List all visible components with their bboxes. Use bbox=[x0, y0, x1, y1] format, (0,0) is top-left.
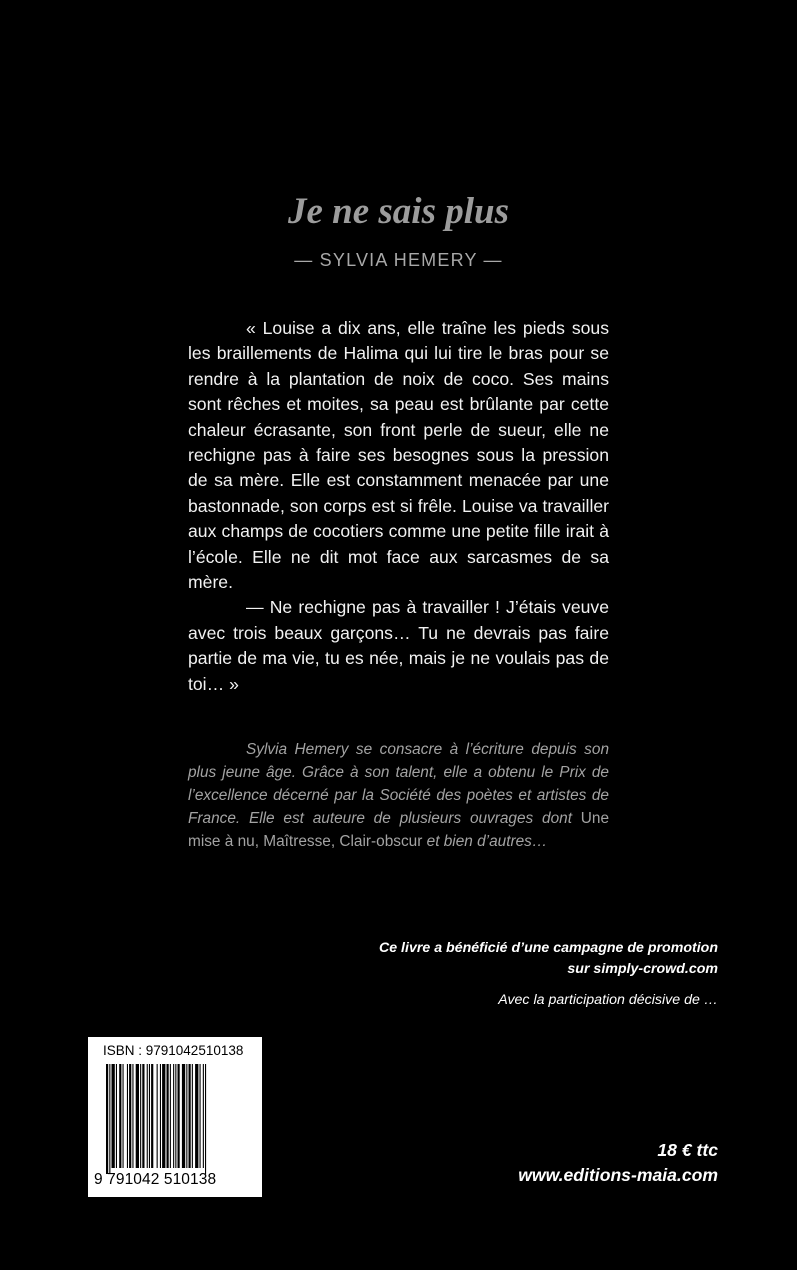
barcode-bar bbox=[195, 1064, 198, 1168]
publisher-website: www.editions-maia.com bbox=[518, 1165, 718, 1185]
barcode-bar bbox=[129, 1064, 131, 1168]
barcode-bar bbox=[112, 1064, 115, 1168]
barcode-bar bbox=[151, 1064, 153, 1168]
barcode-bar bbox=[142, 1064, 144, 1168]
bio-text: Sylvia Hemery se consacre à l’écriture depuis son plus jeune âge. Grâce à son talent, elle a obtenu le Prix de l’excellence décerné par la Société des poètes et artistes de France. Elle est auteure de plusieurs ouvrages dont bbox=[188, 741, 609, 827]
barcode-bar bbox=[189, 1064, 191, 1168]
barcode-bar bbox=[167, 1064, 169, 1168]
barcode-bar bbox=[119, 1064, 121, 1168]
barcode-bar bbox=[116, 1064, 117, 1168]
barcode-bar bbox=[170, 1064, 171, 1168]
barcode-bar bbox=[182, 1064, 185, 1168]
barcode-bar bbox=[162, 1064, 165, 1168]
bio-text-end: et bien d’autres… bbox=[422, 833, 548, 850]
author-bio-paragraph bbox=[188, 738, 609, 853]
isbn-barcode bbox=[88, 1037, 262, 1197]
barcode-bar bbox=[175, 1064, 176, 1168]
barcode-bar bbox=[147, 1064, 148, 1168]
bio-book-titles: Une mise à nu, Maîtresse, Clair-obscur bbox=[188, 810, 609, 850]
barcode-bar bbox=[178, 1064, 180, 1168]
barcode-bar bbox=[200, 1064, 201, 1168]
back-cover-blurb bbox=[188, 316, 609, 697]
participation-note: Avec la participation décisive de … bbox=[498, 992, 718, 1008]
author-name: — SYLVIA HEMERY — bbox=[294, 250, 503, 270]
barcode-digits: 9 791042 510138 bbox=[94, 1171, 217, 1188]
barcode-bar bbox=[127, 1064, 128, 1168]
barcode-bar bbox=[157, 1064, 158, 1168]
barcode-bar bbox=[186, 1064, 187, 1168]
barcode-bar bbox=[160, 1064, 161, 1168]
barcode-bar bbox=[205, 1064, 206, 1174]
barcode-bar bbox=[192, 1064, 193, 1168]
blurb-paragraph: « Louise a dix ans, elle traîne les pieds sous les braillements de Halima qui lui tire le bras pour se rendre à la plantation de noix de coco. Ses mains sont rêches et moites, sa peau est brûlante par cette chaleur écrasante, son front perle de sueur, elle ne rechigne pas à faire ses besognes sous la pression de sa mère. Elle est constamment menacée par une bastonnade, son corps est si frêle. Louise va travailler aux champs de cocotiers comme une petite fille irait à l’école. Elle ne dit mot face aux sarcasmes de sa mère. bbox=[188, 318, 609, 593]
barcode-bar bbox=[132, 1064, 133, 1168]
barcode-bar bbox=[173, 1064, 174, 1168]
author-bio bbox=[188, 738, 609, 853]
barcode-bar bbox=[140, 1064, 141, 1168]
promotion-site: sur simply-crowd.com bbox=[567, 961, 718, 977]
barcode-bar bbox=[123, 1064, 124, 1168]
barcode-bar bbox=[203, 1064, 204, 1168]
barcode-bar bbox=[106, 1064, 108, 1174]
barcode-bar bbox=[149, 1064, 150, 1168]
barcode-bar bbox=[109, 1064, 110, 1174]
isbn-label: ISBN : 9791042510138 bbox=[103, 1043, 244, 1058]
barcode-bar bbox=[136, 1064, 139, 1168]
book-title: Je ne sais plus bbox=[287, 191, 509, 232]
price: 18 € ttc bbox=[657, 1140, 718, 1160]
blurb-paragraph: — Ne rechigne pas à travailler ! J’étais veuve avec trois beaux garçons… Tu ne devrais pas faire partie de ma vie, tu es née, mais je ne voulais pas de toi… » bbox=[188, 597, 609, 694]
promotion-line: Ce livre a bénéficié d’une campagne de promotion bbox=[378, 940, 718, 956]
promotion-notice bbox=[298, 938, 718, 980]
